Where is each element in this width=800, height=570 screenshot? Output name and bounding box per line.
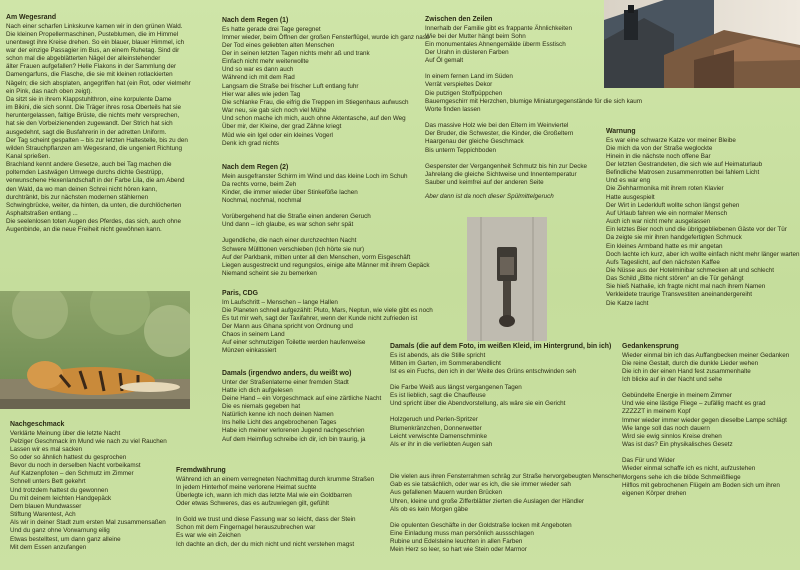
- poem-line: Haargenau der gleiche Geschmack: [425, 138, 524, 146]
- poem-line: Nach einer scharfen Linkskurve kamen wir in den grünen Wald.: [6, 22, 183, 30]
- poem-line: Mein ausgefranster Schirm im Wind und das kleine Loch im Schuh: [222, 172, 408, 180]
- poem-line: Es war eine schwarze Katze vor meiner Bleibe: [606, 136, 736, 144]
- poem-line: unentwegt ihre Kreise drehen. So ein blauer, blauer Himmel, ich: [6, 38, 185, 46]
- poem-line: Etwas bestelltest, um dann ganz alleine: [10, 535, 121, 543]
- poem-line: Vorübergehend hat die Straße einen anderen Geruch: [222, 213, 371, 221]
- poem-line: Die kleinen Propellermaschinen, Pusteblumen, die im Himmel: [6, 30, 179, 38]
- poem-line: schon mal die abgeblätterten Nägel der alleinstehender: [6, 55, 161, 63]
- poem-line: Holzgeruch und Perlen-Spritzer: [390, 416, 478, 424]
- poem-line: Pelziger Geschmack im Mund wie nach zu viel Rauchen: [10, 437, 167, 445]
- poem-line: [390, 465, 615, 473]
- poem-line: Wie lange soll das noch dauern: [622, 424, 710, 432]
- poem-line: ZZZZZT in meinem Kopf: [622, 408, 691, 416]
- poem-gedankensprung: [622, 343, 796, 498]
- poem-warnung: [606, 128, 800, 308]
- poem-line: Es ist abends, als die Stille spricht: [390, 351, 486, 359]
- poem-line: Da sitzt sie in ihrem Klappstuhlthron, eine korpulente Dame: [6, 95, 172, 103]
- poem-line: Ins helle Licht des angebrochenen Tages: [222, 419, 337, 427]
- poem-line: Der Tod eines geliebten alten Menschen: [222, 41, 335, 49]
- poem-lines: [10, 430, 180, 552]
- poem-line: Denk ich grad nichts: [222, 139, 280, 147]
- poem-line: Morgens sehe ich die blöde Schmeißfliege: [622, 473, 741, 481]
- poem-line: älter Frauen aufgefallen? Helle Flakons in der Sammlung der: [6, 63, 177, 71]
- poem-line: Die Planeten schnell aufgezählt: Pluto, Mars, Neptun, wie viele gibt es noch: [222, 306, 433, 314]
- poem-title: Am Wegesrand: [6, 14, 57, 21]
- poem-line: [425, 114, 635, 122]
- poem-line: Die Ziehharmonika mit ihrem roten Klavier: [606, 185, 724, 193]
- poem-line: Oder etwas Schweres, das es aufzuwiegen gilt, gefühlt: [176, 499, 329, 507]
- poem-damals-foto: [390, 343, 622, 554]
- poem-line: Ich blicke auf in der Nacht und sehe: [622, 375, 723, 383]
- poem-line: Die Farbe Weiß aus längst vergangenen Tagen: [390, 383, 522, 391]
- poem-line: im Bikini, die sich sonnt. Die Träger ihres rosa Oberteils hat sie: [6, 104, 181, 112]
- poem-line: Müd wie ein Igel oder ein kleines Vogerl: [222, 131, 333, 139]
- poem-line: Was ist das? Ein physikalisches Gesetz: [622, 441, 733, 449]
- poem-line: Während ich an einem verregneten Nachmittag durch krumme Straßen: [176, 475, 375, 483]
- poem-line: Brachland kennt andere Gesetze, auch bei Tag machen die: [6, 161, 172, 169]
- poem-line: Chaos in seinem Land: [222, 331, 285, 339]
- door-knocker-photo: [467, 217, 547, 341]
- poem-line: Verkleidete traurige Transvestiten aneinandergereiht: [606, 291, 752, 299]
- poem-line: Die es niemals gegeben hat: [222, 402, 301, 410]
- poem-line: Augenbinde, an die neue Freiheit nicht gewöhnen kann.: [6, 226, 162, 234]
- poem-line: Mit dem Essen anzufangen: [10, 543, 87, 551]
- poem-line: Hinein in die nächste noch offene Bar: [606, 152, 711, 160]
- poem-line: Mitten im Garten, im Sommerabendlicht: [390, 359, 501, 367]
- poem-line: Über mir, der Kleine, der grad Zähne kriegt: [222, 123, 342, 131]
- poem-lines: [606, 136, 800, 308]
- poem-line: Mein Herz so leer, so hart wie Stein oder Marmor: [390, 546, 527, 554]
- poem-line: Gespenster der Vergangenheit Schmutz bis hin zur Decke: [425, 162, 588, 170]
- poem-line: Unter der Straßenlaterne einer fremden Stadt: [222, 378, 349, 386]
- poem-line: In Gold we trust und diese Fassung war so leicht, dass der Stein: [176, 516, 356, 524]
- poem-title: Nachgeschmack: [10, 421, 65, 428]
- poem-line: [390, 449, 615, 457]
- poem-line: Die ich in der einen Hand fest zusammenhalte: [622, 367, 751, 375]
- poem-line: den Wald, da wo man deinen Schrei nicht hören kann,: [6, 185, 157, 193]
- poem-line: Der Wirt in Lederkluft wollte schon längst gehen: [606, 201, 740, 209]
- poem-line: Hatte ausgespielt: [606, 193, 655, 201]
- poem-lines: [222, 173, 452, 279]
- poem-line: Hier war alles wie jeden Tag: [222, 90, 301, 98]
- poem-line: Gab es sie tatsächlich, oder war es ich, die sie immer wieder sah: [390, 481, 571, 489]
- poem-line: Ich dachte an dich, der du mich nicht und nicht verstehen magst: [176, 540, 355, 548]
- poem-line: Innerhalb der Familie gibt es frappante Ähnlichkeiten: [425, 24, 573, 32]
- poem-line: Wieder einmal bin ich das Auffangbecken meiner Gedanken: [622, 351, 790, 359]
- poem-line: Der Bruder, die Schwester, die Kinder, die Großeltern: [425, 130, 574, 138]
- poem-line: Wird sie ewig sinnlos Kreise drehen: [622, 432, 722, 440]
- poem-nachgeschmack: [10, 421, 180, 552]
- poem-line: Immer wieder immer wieder gegen dieselbe Lampe schlägt: [622, 416, 787, 424]
- poem-line: Und du ganz ohne Vorwarnung eilig: [10, 527, 110, 535]
- poem-line: Die Nüsse aus der Hotelminibar schmecken alt und schlecht: [606, 267, 774, 274]
- poem-am-wegesrand: [6, 14, 194, 235]
- poem-line: [425, 155, 635, 163]
- poem-line: Und so war es dann auch: [222, 66, 294, 74]
- poem-title: Nach dem Regen (2): [222, 164, 289, 171]
- poem-line: Auf einer schmutzigen Toilette werden haufenweise: [222, 339, 366, 347]
- poem-line: Befindliche Matrosen zusammenrotten bei fahlem Licht: [606, 169, 760, 177]
- poem-line: Das massive Holz wie bei den Eltern im Weinviertel: [425, 122, 569, 130]
- poem-zwischen-den-zeilen: [425, 16, 642, 201]
- poem-line: Gebündelte Energie in meinem Zimmer: [622, 392, 732, 400]
- poem-line: Deine Hand – ein Vorgeschmack auf eine zärtliche Nacht: [222, 394, 382, 402]
- poem-nach-dem-regen-2: [222, 164, 452, 278]
- poem-line: Ein letztes Bier noch und die übriggebliebenen Gäste vor der Tür: [606, 226, 787, 234]
- poem-line: durchtränkt, bis zur nächsten modernen stählernen: [6, 193, 149, 201]
- poem-line: Stiftung Warentest, Ach: [10, 511, 76, 519]
- poem-line: Auf Öl gemalt: [425, 57, 464, 65]
- poem-line: [222, 229, 452, 237]
- poem-title: Warnung: [606, 128, 636, 135]
- poem-line: Und dann – ich glaube, es war schon sehr spät: [222, 221, 354, 229]
- poem-line: Schwingbrücke, weiter, da hinten, da unten, die durchlöcherten: [6, 201, 182, 209]
- poem-line: Der Mann aus Ghana spricht von Ordnung und: [222, 322, 353, 330]
- poem-line: Da rechts vorne, beim Zeh: [222, 180, 297, 188]
- poem-line: Da zeigte sie mir ihren handgefertigten Schmuck: [606, 234, 742, 242]
- poem-lines: [176, 476, 386, 549]
- poem-line: Bauerngeschirr mit Herzchen, blumige Miniaturgegenstände für die sich kaum: [425, 97, 642, 105]
- poem-line: Als er ihr in die verliebten Augen sah: [390, 440, 493, 448]
- poem-line: war der einzige Passagier im Bus, an einem Ruhetag. Sind dir: [6, 46, 180, 54]
- poem-line: Ein kleines Armband hatte es mir angetan: [606, 242, 723, 250]
- poem-line: In jedem Hinterhof meine verlorene Heimat suchte: [176, 483, 317, 491]
- poem-title: Fremdwährung: [176, 467, 226, 474]
- poem-line: [425, 65, 635, 73]
- poem-line: Es tut mir weh, sagt der Taxifahrer, wenn der Kunde nicht zufrieden ist: [222, 314, 418, 322]
- poem-line: Ist es ein Fuchs, den ich in der Weite des Grüns entschwinden seh: [390, 367, 577, 375]
- poem-line: Der Tag scheint gespalten – bis zur letzten Haltestelle, bis zu den: [6, 136, 188, 144]
- poem-line: Und schon mache ich mich, auch ohne Aktentasche, auf den Weg: [222, 115, 406, 123]
- poem-line: Als wir in deiner Stadt zum ersten Mal zusammensaßen: [10, 519, 166, 527]
- poem-line: Rubine und Edelsteine leuchten in allen Farben: [390, 538, 523, 546]
- poem-line: Die schlanke Frau, die eifrig die Treppen im Stiegenhaus aufwusch: [222, 98, 409, 106]
- poem-line: Während ich mit dem Rad: [222, 74, 295, 82]
- poem-line: Sauber und keimfrei auf der anderen Seite: [425, 179, 544, 186]
- poem-fremdwaehrung: [176, 467, 386, 549]
- poem-line: In einem fernen Land im Süden: [425, 73, 513, 81]
- poem-line: Es ist lieblich, sagt die Chauffeuse: [390, 392, 486, 400]
- poem-title: Damals (die auf dem Foto, im weißen Kleid, im Hintergrund, bin ich): [390, 343, 612, 350]
- poem-line: Sie hieß Nathalie, ich fragte nicht mal nach ihrem Namen: [606, 283, 766, 291]
- tiger-photo: [0, 291, 190, 409]
- poem-lines: [425, 24, 642, 188]
- poem-line: Und trotzdem hattest du gewonnen: [10, 486, 109, 494]
- poem-line: Einfach nicht mehr weiterwollte: [222, 58, 309, 66]
- poem-line: Nochmal, nochmal, nochmal: [222, 196, 302, 204]
- poem-line: Auch ich war nicht mehr ausgelassen: [606, 218, 711, 226]
- poem-line: [622, 449, 796, 457]
- poem-line: Bevor du noch in derselben Nacht vorbeikamst: [10, 462, 141, 470]
- poem-title: Nach dem Regen (1): [222, 17, 289, 24]
- poem-line: [390, 457, 615, 465]
- poem-line: Asphaltstraßen entlang ...: [6, 210, 78, 218]
- poem-line: Blumenkränzchen, Donnerwetter: [390, 424, 482, 432]
- poem-line: Uhren, kleine und große Zifferblätter zierten die Auslagen der Händler: [390, 497, 585, 505]
- poem-line: Als ob es kein Morgen gäbe: [390, 505, 469, 513]
- poem-lines: [390, 351, 622, 555]
- poem-line: Jahrelang die gleiche Sichtweise und Innentemperatur: [425, 170, 577, 178]
- poem-line: Schon mit dem Fingernagel herauszubrechen war: [176, 524, 316, 532]
- poem-line: Eine Einladung muss man persönlich aussschlagen: [390, 530, 534, 537]
- poem-line: Damengarfuns, die Flasche, die sie mit kleinen rotlackierten: [6, 71, 173, 79]
- poem-line: Überlegte ich, wann ich mich das letzte Mal wie ein Goldbarren: [176, 491, 352, 499]
- poem-line: Niemand scheint sie zu bemerken: [222, 270, 317, 278]
- poem-line: Verklärte Meinung über die letzte Nacht: [10, 429, 121, 437]
- poem-line: ausgedehnt, sagt die Busfahrerin in der adretten Uniform.: [6, 128, 167, 136]
- poem-line: Nägeln; die sich absplaten, angegriffen hat (ein Rot, oder vielmehr: [6, 79, 191, 87]
- poem-line: Aus gefallenen Mauern wurden Brücken: [390, 489, 503, 497]
- poem-lines: [622, 352, 796, 499]
- poem-line: Kinder, die immer wieder über Stinkeföße lachen: [222, 188, 358, 196]
- poem-line: Und spricht über die Abendvorstellung, als wäre sie ein Gericht: [390, 400, 566, 408]
- poem-line: Der in seinen letzten Tagen nichts mehr aß und trank: [222, 49, 370, 57]
- poem-line: Aufs Tageslicht, auf den nächsten Kaffee: [606, 258, 720, 266]
- poem-line: Auf dem Heimflug schreibe ich dir, ich bin traurig, ja: [222, 435, 366, 443]
- poem-line: Die seelenlosen toten Augen des Pferdes, das sich, auch ohne: [6, 218, 182, 226]
- poem-line: Im Laufschritt – Menschen – lange Hallen: [222, 298, 338, 306]
- poem-title: Paris, CDG: [222, 290, 258, 297]
- poem-line: Die mich da von der Straße weglockte: [606, 144, 713, 152]
- poem-line: Habe ich meiner verlorenen Jugend nachgeschrien: [222, 427, 365, 435]
- poem-line: Auf Katzenpfoten – den Schmutz im Zimmer: [10, 470, 134, 478]
- poem-line: eigenen Körper drehen: [622, 489, 687, 497]
- poem-line: Die Katze lacht: [606, 299, 649, 307]
- poem-line: Die reine Gestalt, durch die dunkle Lieder wehen: [622, 359, 759, 367]
- poem-line: Natürlich kenne ich noch deinen Namen: [222, 411, 334, 419]
- poem-line: [390, 376, 615, 384]
- poem-line: Jugendliche, die nach einer durchzechten Nacht: [222, 237, 357, 245]
- poem-title: Zwischen den Zeilen: [425, 16, 493, 23]
- poem-line: Wie bei der Mutter hängt beim Sohn: [425, 32, 526, 40]
- poem-lines: [222, 26, 452, 148]
- poem-line: Worte finden lassen: [425, 105, 481, 113]
- poem-nach-dem-regen-1: [222, 17, 452, 148]
- poem-title: Gedankensprung: [622, 343, 679, 350]
- poem-line: wilden Strauchpflanzen am Wegesrand, die ungeniert Richtung: [6, 144, 182, 152]
- poem-line: Dem blauen Mundwasser: [10, 502, 82, 510]
- poem-line: Ein monumentales Ahnengemälde überm Esstisch: [425, 40, 566, 48]
- poem-line: Es hatte gerade drei Tage geregnet: [222, 25, 321, 33]
- poem-line: heruntergelassen, faltige Brüste, die nichts mehr versprechen,: [6, 112, 180, 120]
- poem-line: Die vielen aus ihren Fensterrahmen schräg zur Straße hervorgebeugten Menschen: [390, 473, 622, 481]
- poem-line: Auf Urlaub fahren wie ein normaler Mensch: [606, 209, 728, 217]
- poem-line: Es war wie ein Zeichen: [176, 532, 241, 540]
- poem-footer: Aber dann ist da noch dieser Spülmittelgeruch: [425, 193, 554, 201]
- poem-line: Du mit deinem leichten Handgepäck: [10, 494, 112, 502]
- poem-line: [390, 514, 615, 522]
- poem-line: [390, 408, 615, 416]
- poem-line: ein Pink, das nach oben zeigt).: [6, 87, 93, 95]
- poem-line: Die putzigen Stoffpüppchen: [425, 89, 503, 97]
- poem-line: Langsam die Straße bei frischer Luft entlang fuhr: [222, 82, 359, 90]
- poem-line: Bis unterm Teppichboden: [425, 146, 496, 154]
- poem-line: hat sie den Vorbeizienenden zugewandt. Der Strich hat sich: [6, 120, 173, 128]
- poem-line: polternden Lastwägen Umwege durchs dichte Gestrüpp,: [6, 169, 164, 177]
- poem-lines: [6, 23, 194, 235]
- poem-line: Der Urahn in düsteren Farben: [425, 48, 509, 56]
- poem-line: Liegen ausgestreckt und regungslos, einige alte Männer mit ihrem Gepäck: [222, 261, 430, 269]
- poem-line: Schnell unters Bett gekehrt: [10, 478, 86, 486]
- poem-line: War neu, sie gab sich noch viel Mühe: [222, 107, 327, 115]
- poem-line: [622, 384, 796, 392]
- poem-line: Das Schild „Bitte nicht stören“ an die Tür gehängt: [606, 275, 744, 283]
- poem-line: Verrät verspieltes Dekor: [425, 81, 493, 89]
- poem-line: Die opulenten Geschäfte in der Goldstraße locken mit Angeboten: [390, 521, 572, 529]
- poem-line: [176, 508, 386, 516]
- poem-line: Und es war eng: [606, 177, 651, 185]
- poem-line: Hilflos mit gebrochenen Flügeln am Boden sich um ihren: [622, 481, 780, 489]
- poem-line: Hatte ich dich aufgelesen: [222, 386, 293, 394]
- poem-line: Schwere Müllttonen verschieben (Ich hörte sie nur): [222, 245, 365, 253]
- poem-title: Damals (irgendwo anders, du weißt wo): [222, 370, 352, 377]
- poem-line: Leicht verwischte Damenschminke: [390, 432, 487, 440]
- poem-line: Münzen einkassiert: [222, 347, 277, 355]
- poem-line: Doch lachte ich kurz, aber ich wollte einfach nicht mehr länger warten: [606, 250, 800, 258]
- poem-line: So oder so ähnlich hattest du gesprochen: [10, 453, 127, 461]
- poem-line: Lassen wir es mal sacken: [10, 445, 83, 453]
- poem-line: Immer wieder, beim Öffnen der großen Fensterflügel, wurde ich ganz nass: [222, 33, 430, 41]
- poem-line: Und wie eine lästige Fliege – zufällig macht es grad: [622, 400, 766, 408]
- poem-line: Wieder einmal schaffe ich es nicht, aufzustehen: [622, 465, 756, 473]
- poem-line: Auf der Parkbank, mitten unter all den Menschen, vorm Eisgeschäft: [222, 253, 411, 261]
- poem-line: Kanal sprießen.: [6, 153, 51, 160]
- poem-line: Der letzten Gestrandeten, die sich wie auf Heimaturlaub: [606, 160, 763, 168]
- poem-line: verwunschene Hexenlandschaft in der Farbe Lila, die am Abend: [6, 177, 185, 185]
- poem-line: [222, 205, 452, 213]
- poem-line: Das Für und Wider: [622, 457, 675, 465]
